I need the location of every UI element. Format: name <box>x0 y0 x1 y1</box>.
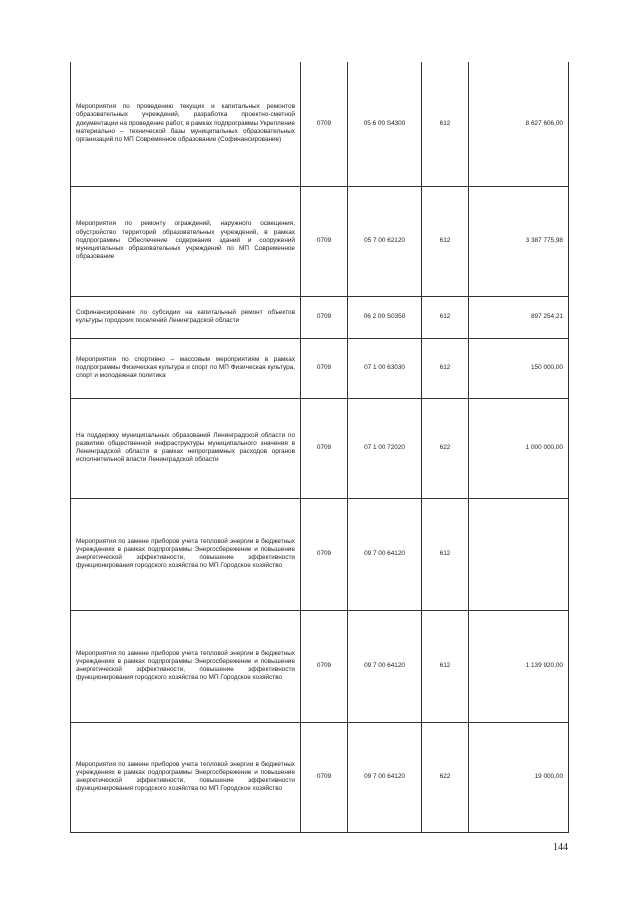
expense-type-code: 612 <box>422 610 469 722</box>
budget-table <box>70 62 569 833</box>
amount: 19 000,00 <box>469 722 569 832</box>
amount: 897 254,21 <box>469 296 569 338</box>
section-code: 0709 <box>301 186 348 296</box>
section-code: 0709 <box>301 610 348 722</box>
row-description: Мероприятия по ремонту ограждений, наружного освещения, обустройство территорий образовательных учреждений, в рамках подпрограммы Обеспечение содержания зданий и сооружений муниципальных образовательных учреждений по МП Современное образование <box>71 186 301 296</box>
expense-type-code: 612 <box>422 62 469 186</box>
amount: 1 139 920,00 <box>469 610 569 722</box>
target-article-code: 05 7 00 62120 <box>348 186 422 296</box>
target-article-code: 06 2 00 S0350 <box>348 296 422 338</box>
target-article-code: 07 1 00 72020 <box>348 398 422 498</box>
expense-type-code: 622 <box>422 722 469 832</box>
table-row <box>71 398 569 498</box>
section-code: 0709 <box>301 498 348 610</box>
target-article-code: 05 6 00 S4300 <box>348 62 422 186</box>
section-code: 0709 <box>301 296 348 338</box>
expense-type-code: 612 <box>422 338 469 398</box>
row-description: Мероприятия по проведению текущих и капитальных ремонтов образовательных учреждений, разработка проектно-сметной документации на проведение работ, в рамках подпрограммы Укрепление материально – технической базы муниципальных образовательных организаций по МП Современное образование (Софинансирование) <box>71 62 301 186</box>
amount: 3 387 775,98 <box>469 186 569 296</box>
row-description: Софинансирование по субсидии на капитальный ремонт объектов культуры городских поселений Ленинградской области <box>71 296 301 338</box>
amount: 8 627 606,00 <box>469 62 569 186</box>
section-code: 0709 <box>301 338 348 398</box>
section-code: 0709 <box>301 722 348 832</box>
table-row <box>71 296 569 338</box>
target-article-code: 07 1 00 63030 <box>348 338 422 398</box>
expense-type-code: 612 <box>422 498 469 610</box>
target-article-code: 09 7 00 64120 <box>348 498 422 610</box>
row-description: На поддержку муниципальных образований Ленинградской области по развитию общественной инфраструктуры муниципального значения в Ленинградской области в рамках непрограммных расходов органов исполнительной власти Ленинградской области <box>71 398 301 498</box>
section-code: 0709 <box>301 398 348 498</box>
amount <box>469 498 569 610</box>
expense-type-code: 612 <box>422 186 469 296</box>
amount: 1 000 000,00 <box>469 398 569 498</box>
amount: 150 000,00 <box>469 338 569 398</box>
table-row <box>71 338 569 398</box>
table-row <box>71 722 569 832</box>
row-description: Мероприятия по замене приборов учета тепловой энергии в бюджетных учреждениях в рамках подпрограммы Энергосбережение и повышение энергетической эффективности, повышение эффективности функционирования городского хозяйства по МП Городское хозяйство <box>71 610 301 722</box>
section-code: 0709 <box>301 62 348 186</box>
expense-type-code: 612 <box>422 296 469 338</box>
table-row <box>71 62 569 186</box>
expense-type-code: 622 <box>422 398 469 498</box>
row-description: Мероприятия по спортивно – массовым мероприятиям в рамках подпрограммы Физическая культура и спорт по МП Физическая культура, спорт и молодежная политика <box>71 338 301 398</box>
table-row <box>71 610 569 722</box>
row-description: Мероприятия по замене приборов учета тепловой энергии в бюджетных учреждениях в рамках подпрограммы Энергосбережение и повышение энергетической эффективности, повышение эффективности функционирования городского хозяйства по МП Городское хозяйство <box>71 498 301 610</box>
table-row <box>71 498 569 610</box>
target-article-code: 09 7 00 64120 <box>348 610 422 722</box>
table-row <box>71 186 569 296</box>
page-number: 144 <box>553 842 568 853</box>
row-description: Мероприятия по замене приборов учета тепловой энергии в бюджетных учреждениях в рамках подпрограммы Энергосбережение и повышение энергетической эффективности, повышение эффективности функционирования городского хозяйства по МП Городское хозяйство <box>71 722 301 832</box>
target-article-code: 09 7 00 64120 <box>348 722 422 832</box>
